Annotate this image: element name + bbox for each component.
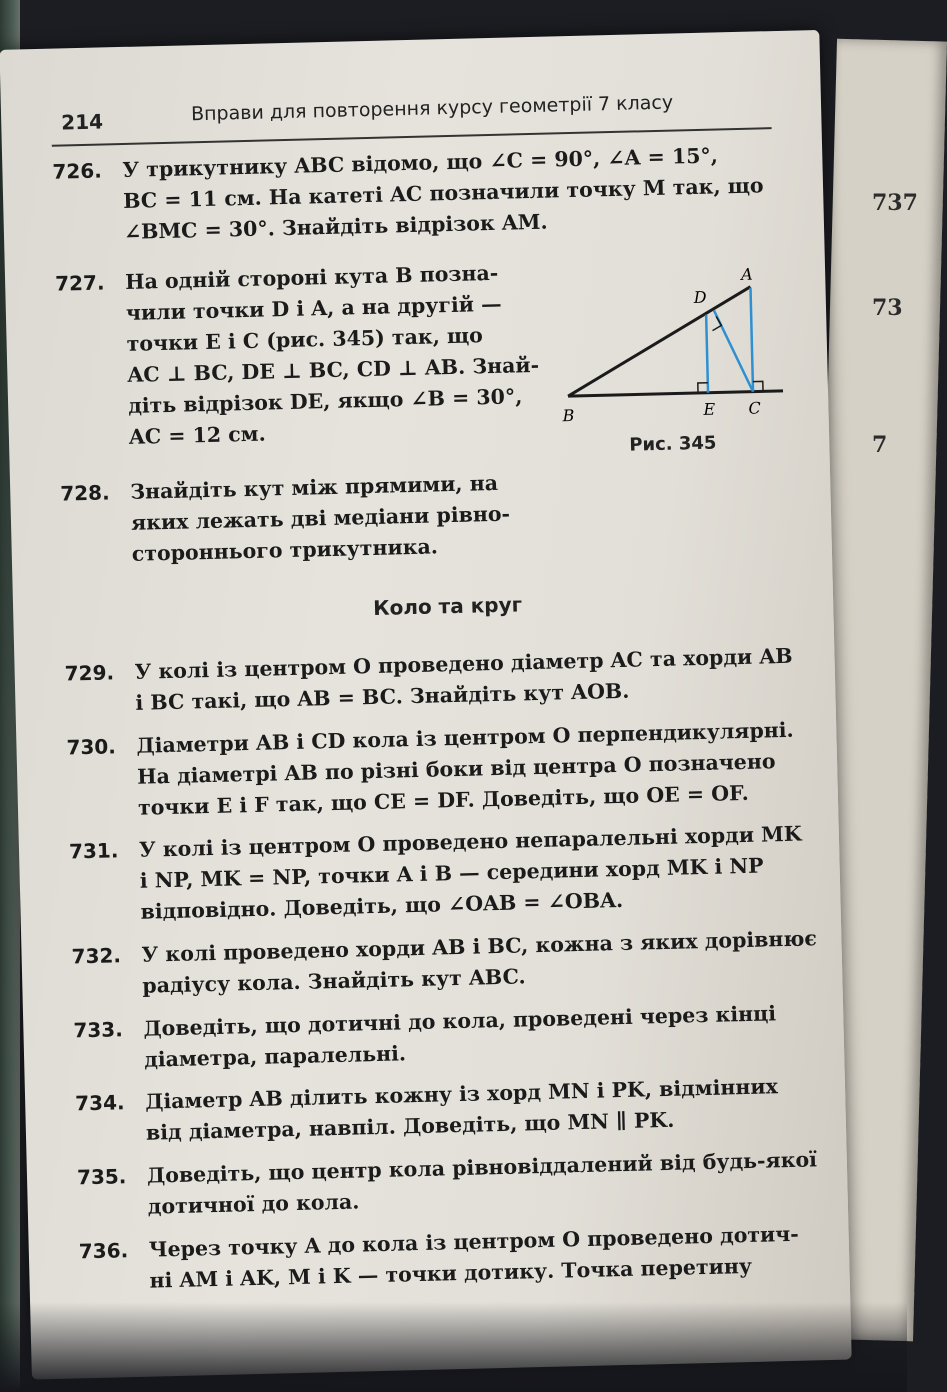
problem-number: 736. — [78, 1238, 129, 1264]
problem-text — [122, 139, 765, 248]
problem-text — [143, 998, 777, 1075]
problem-line: відповідно. Доведіть, що ∠OAB = ∠OBA. — [140, 887, 624, 924]
problem-line: стороннього трикутника. — [131, 534, 439, 566]
segment-ac — [750, 288, 753, 392]
problem-number: 726. — [52, 158, 103, 184]
problem-line: ні AM і AK, M і K — точки дотику. Точка перетину — [149, 1253, 753, 1293]
problem-text — [147, 1144, 818, 1222]
label-a: A — [740, 264, 753, 284]
problem-number: 734. — [74, 1090, 125, 1116]
label-c: C — [748, 398, 761, 418]
problem-line: діаметра, паралельні. — [143, 1041, 407, 1072]
problem-text — [136, 715, 795, 824]
problem-text — [125, 257, 541, 453]
problem-text — [139, 819, 804, 928]
label-b: B — [562, 406, 575, 426]
problem-text — [141, 923, 818, 1001]
problem-line: BC = 11 см. На катеті AC позначили точку M так, що — [122, 173, 764, 213]
problem-line: AC = 12 см. — [128, 421, 266, 449]
problem-line: діть відрізок DE, якщо ∠B = 30°, — [127, 384, 523, 418]
ray-bc — [568, 391, 783, 396]
problem-line: AC ⊥ BC, DE ⊥ BC, CD ⊥ AB. Знай- — [127, 352, 540, 387]
figure-345 — [545, 251, 790, 457]
problem-line: На діаметрі AB по різні боки від центра O позначено — [136, 749, 776, 789]
ray-ba — [566, 287, 754, 396]
label-d: D — [693, 287, 707, 308]
problem-line: У колі проведено хорди AB і BC, кожна з яких дорівнює — [141, 926, 818, 967]
running-head-title: Вправи для повторення курсу геометрії 7 класу — [190, 91, 674, 126]
problem-number: 732. — [71, 943, 122, 969]
problem-number: 728. — [60, 480, 110, 506]
facing-page-number: 737 — [872, 190, 918, 216]
right-angle-d — [712, 316, 721, 330]
problem-line: ∠BMC = 30°. Знайдіть відрізок AM. — [123, 209, 548, 244]
page-number: 214 — [60, 109, 104, 135]
problem-line: точки E і C (рис. 345) так, що — [126, 323, 484, 356]
problem-line: Знайдіть кут між прямими, на — [130, 470, 499, 504]
facing-page-number: 73 — [872, 295, 903, 321]
facing-page-number: 7 — [872, 432, 888, 458]
problem-line: У колі із центром O проведено непаралельні хорди MK — [138, 821, 802, 862]
problem-text — [134, 641, 793, 719]
label-e: E — [703, 399, 716, 419]
problem-number: 735. — [76, 1164, 127, 1190]
problem-line: і BC такі, що AB = BC. Знайдіть кут AOB. — [135, 678, 630, 715]
book-page — [0, 30, 852, 1380]
problem-line: На одній стороні кута B позна- — [124, 260, 499, 294]
problem-line: точки E і F так, що CE = DF. Доведіть, що OE = OF. — [137, 780, 749, 820]
problem-line: дотичної до кола. — [147, 1189, 360, 1219]
problem-text — [145, 1071, 779, 1148]
running-head — [51, 87, 772, 147]
segment-de — [706, 315, 708, 393]
problem-text — [148, 1219, 799, 1297]
problem-line: Діаметри AB і CD кола із центром O перпендикулярні. — [136, 717, 794, 758]
problem-line: Доведіть, що дотичні до кола, проведені через кінці — [143, 1001, 777, 1041]
problem-line: Доведіть, що центр кола рівновіддалений від будь-якої — [146, 1147, 818, 1188]
problem-line: радіусу кола. Знайдіть кут ABC. — [142, 964, 526, 998]
problem-line: У трикутнику ABC відомо, що ∠C = 90°, ∠A = 15°, — [122, 143, 719, 182]
problem-line: Діаметр AB ділить кожну із хорд MN і PK, відмінних — [144, 1074, 779, 1114]
problem-text — [130, 468, 511, 570]
figure-caption: Рис. 345 — [629, 432, 717, 456]
problem-line: від діаметра, навпіл. Доведіть, що MN ∥ PK. — [145, 1107, 675, 1145]
section-title: Коло та круг — [372, 592, 523, 620]
problem-number: 731. — [68, 838, 119, 864]
problem-number: 730. — [66, 734, 117, 760]
problem-line: яких лежать дві медіани рівно- — [130, 501, 511, 535]
problem-number: 733. — [73, 1017, 124, 1043]
problem-number: 729. — [64, 660, 115, 686]
shadow-bottom — [0, 1302, 907, 1392]
problem-line: Через точку A до кола із центром O проведено дотич- — [148, 1221, 800, 1262]
problem-number: 727. — [54, 270, 105, 296]
problem-line: чили точки D і A, а на другій — — [125, 291, 502, 325]
problem-line: і NP, MK = NP, точки A і B — середини хорд MK і NP — [139, 853, 764, 893]
problem-line: У колі із центром O проведено діаметр AC та хорди AB — [134, 643, 793, 684]
